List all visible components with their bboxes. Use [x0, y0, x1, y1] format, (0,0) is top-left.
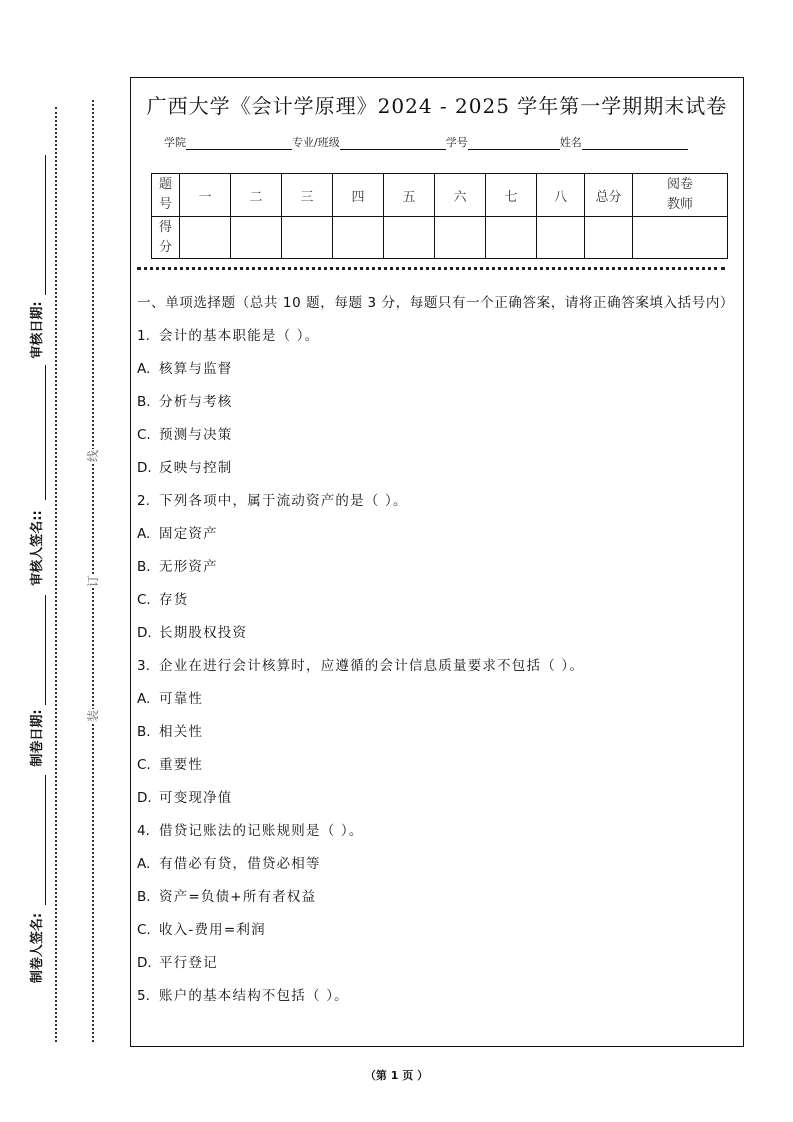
option-2d[interactable] — [137, 617, 737, 650]
question-text: 下列各项中，属于流动资产的是（ ）。 — [159, 493, 408, 509]
col-header-6: 六 — [435, 174, 486, 217]
option-3c[interactable] — [137, 749, 737, 782]
student-info-line — [164, 134, 688, 150]
option-key: B. — [137, 724, 151, 740]
option-key: A. — [137, 856, 151, 872]
option-key: C. — [137, 757, 151, 773]
score-cell-4[interactable] — [333, 217, 384, 259]
question-4 — [137, 815, 737, 848]
student-id-field[interactable] — [468, 137, 560, 150]
option-text: 预测与决策 — [159, 427, 233, 443]
question-3 — [137, 650, 737, 683]
option-key: D. — [137, 955, 152, 971]
college-field[interactable] — [186, 137, 292, 150]
binding-underline-4 — [45, 775, 46, 905]
option-key: B. — [137, 394, 151, 410]
question-number: 3. — [137, 658, 150, 674]
option-key: D. — [137, 625, 152, 641]
option-2c[interactable] — [137, 584, 737, 617]
score-cell-2[interactable] — [231, 217, 282, 259]
binding-underline-2 — [45, 365, 46, 500]
option-2a[interactable] — [137, 518, 737, 551]
option-text: 有借必有贷，借贷必相等 — [159, 856, 321, 872]
option-3a[interactable] — [137, 683, 737, 716]
col-header-2: 二 — [231, 174, 282, 217]
option-4c[interactable] — [137, 914, 737, 947]
col-header-8: 八 — [537, 174, 585, 217]
question-number: 1. — [137, 328, 150, 344]
student-id-label: 学号 — [445, 136, 468, 149]
option-text: 可变现净值 — [159, 790, 233, 806]
option-key: A. — [137, 526, 151, 542]
score-table-score-row — [152, 217, 728, 259]
option-4d[interactable] — [137, 947, 737, 980]
score-table — [151, 173, 728, 259]
option-2b[interactable] — [137, 551, 737, 584]
question-number: 2. — [137, 493, 150, 509]
major-class-field[interactable] — [340, 137, 446, 150]
score-cell-3[interactable] — [282, 217, 333, 259]
option-text: 资产=负债+所有者权益 — [159, 889, 317, 905]
score-cell-total[interactable] — [585, 217, 633, 259]
option-key: C. — [137, 592, 151, 608]
option-4a[interactable] — [137, 848, 737, 881]
prepare-date-label: 制卷日期: — [30, 709, 45, 767]
binding-mark-bind: 装 — [86, 710, 100, 723]
question-number: 5. — [137, 988, 150, 1004]
option-text: 分析与考核 — [159, 394, 233, 410]
option-1a[interactable] — [137, 353, 737, 386]
option-1c[interactable] — [137, 419, 737, 452]
question-text: 企业在进行会计核算时，应遵循的会计信息质量要求不包括（ ）。 — [159, 658, 585, 674]
option-text: 核算与监督 — [159, 361, 233, 377]
question-text: 会计的基本职能是（ ）。 — [159, 328, 320, 344]
binding-mark-staple: 订 — [86, 575, 100, 588]
option-1b[interactable] — [137, 386, 737, 419]
option-key: C. — [137, 922, 151, 938]
name-label: 姓名 — [559, 136, 582, 149]
score-label: 得 分 — [152, 217, 180, 259]
question-number-label: 题 号 — [152, 174, 180, 217]
option-text: 可靠性 — [159, 691, 204, 707]
option-text: 反映与控制 — [159, 460, 233, 476]
name-field[interactable] — [582, 137, 688, 150]
col-header-1: 一 — [180, 174, 231, 217]
review-date-label: 审核日期: — [30, 301, 45, 359]
binding-underline-1 — [45, 155, 46, 295]
question-text: 账户的基本结构不包括（ ）。 — [159, 988, 349, 1004]
col-header-3: 三 — [282, 174, 333, 217]
question-1 — [137, 320, 737, 353]
option-4b[interactable] — [137, 881, 737, 914]
score-cell-6[interactable] — [435, 217, 486, 259]
score-cell-grader[interactable] — [633, 217, 728, 259]
question-number: 4. — [137, 823, 150, 839]
option-key: B. — [137, 889, 151, 905]
binding-mark-line: 线 — [86, 450, 100, 463]
major-class-label: 专业/班级 — [292, 136, 340, 149]
col-header-5: 五 — [384, 174, 435, 217]
option-text: 平行登记 — [159, 955, 218, 971]
col-header-4: 四 — [333, 174, 384, 217]
option-text: 无形资产 — [159, 559, 218, 575]
option-key: C. — [137, 427, 151, 443]
option-key: B. — [137, 559, 151, 575]
question-text: 借贷记账法的记账规则是（ ）。 — [159, 823, 364, 839]
option-text: 相关性 — [159, 724, 204, 740]
exam-frame — [130, 77, 744, 1047]
score-cell-5[interactable] — [384, 217, 435, 259]
option-text: 长期股权投资 — [159, 625, 248, 641]
college-label: 学院 — [164, 136, 186, 149]
question-section — [137, 292, 737, 1013]
option-text: 存货 — [159, 592, 189, 608]
col-header-7: 七 — [486, 174, 537, 217]
question-2 — [137, 485, 737, 518]
option-key: A. — [137, 361, 151, 377]
score-cell-8[interactable] — [537, 217, 585, 259]
option-text: 固定资产 — [159, 526, 218, 542]
option-text: 重要性 — [159, 757, 204, 773]
option-key: D. — [137, 460, 152, 476]
col-header-grader: 阅卷 教师 — [633, 174, 728, 217]
score-cell-7[interactable] — [486, 217, 537, 259]
reviewer-signature-label: 审核人签名:: — [30, 510, 45, 586]
dotted-separator — [137, 267, 725, 270]
binding-dotted-line-inner — [55, 107, 57, 1042]
option-1d[interactable] — [137, 452, 737, 485]
question-5 — [137, 980, 737, 1013]
binding-dotted-line-outer — [92, 100, 94, 1042]
option-key: A. — [137, 691, 151, 707]
score-table-header-row — [152, 174, 728, 217]
option-key: D. — [137, 790, 152, 806]
option-3d[interactable] — [137, 782, 737, 815]
option-text: 收入-费用=利润 — [159, 922, 266, 938]
section-title: 一、单项选择题（总共 10 题，每题 3 分，每题只有一个正确答案，请将正确答案填入括号内） — [137, 295, 735, 311]
score-cell-1[interactable] — [180, 217, 231, 259]
col-header-total: 总分 — [585, 174, 633, 217]
preparer-signature-label: 制卷人签名: — [30, 912, 45, 984]
option-3b[interactable] — [137, 716, 737, 749]
exam-title: 广西大学《会计学原理》2024 - 2025 学年第一学期期末试卷 — [146, 94, 728, 118]
page-number: （第 1 页 ） — [364, 1069, 429, 1082]
